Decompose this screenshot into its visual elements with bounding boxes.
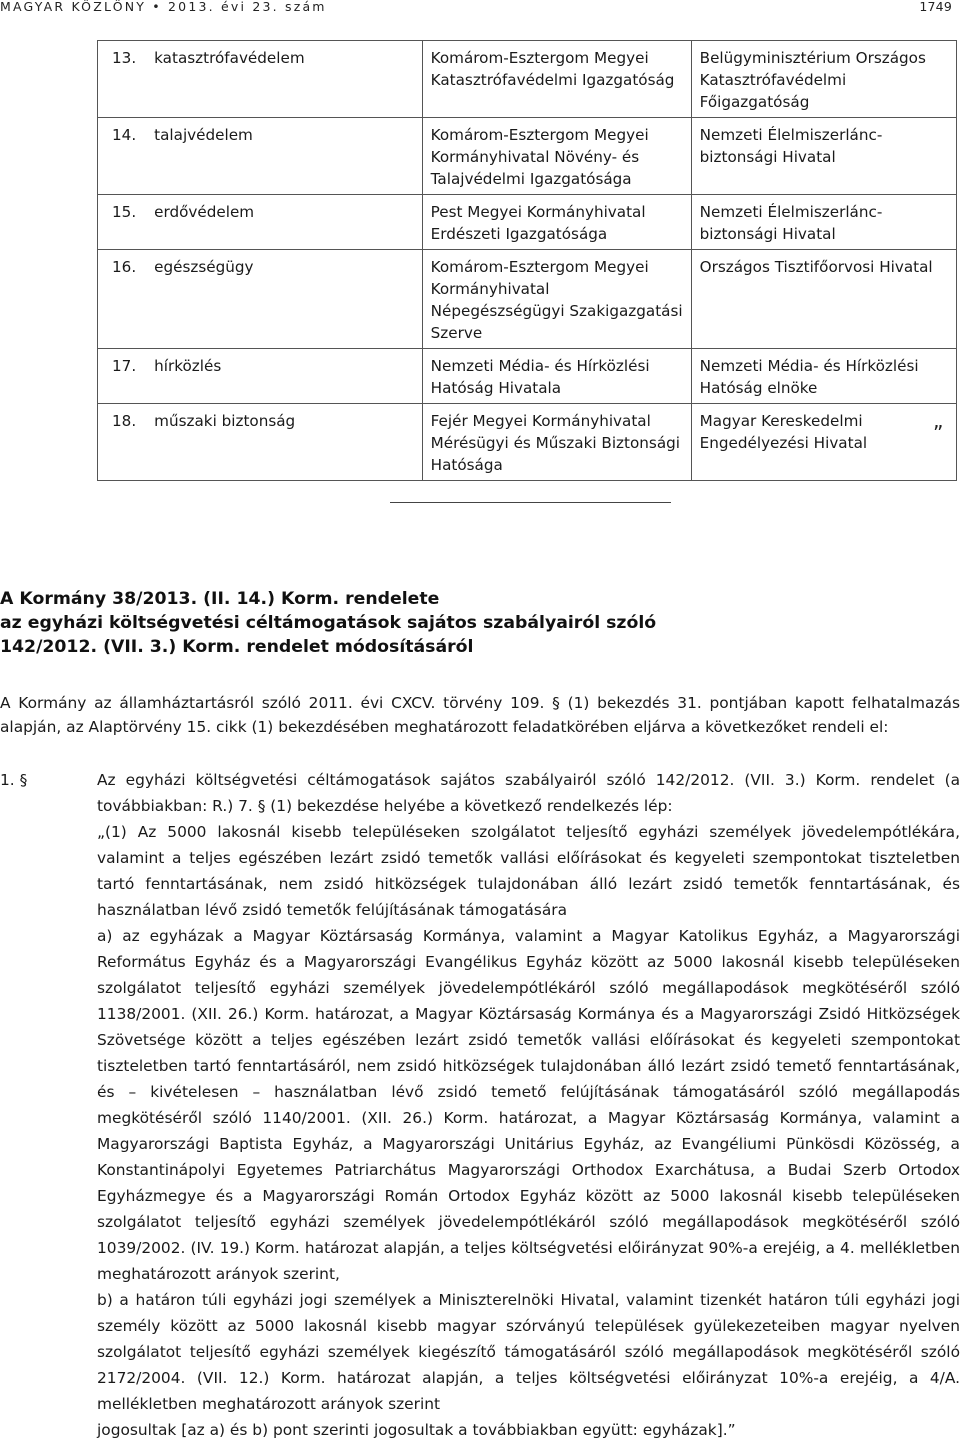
row-number: 18. — [98, 404, 145, 481]
page-header — [0, 0, 960, 14]
row-topic: műszaki biztonság — [144, 404, 422, 481]
table-row — [98, 250, 957, 349]
row-first-instance-authority: Komárom-Esztergom Megyei Kormányhivatal Népegészségügyi Szakigazgatási Szerve — [422, 250, 691, 349]
row-second-instance-authority: Országos Tisztifőorvosi Hivatal — [691, 250, 956, 349]
row-second-instance-authority: Nemzeti Élelmiszerlánc-biztonsági Hivatal — [691, 195, 956, 250]
row-number: 14. — [98, 118, 145, 195]
decree-title-line-3: 142/2012. (VII. 3.) Korm. rendelet módosításáról — [0, 637, 474, 657]
section-1-intro: Az egyházi költségvetési céltámogatások sajátos szabályairól szóló 142/2012. (VII. 3.) Korm. rendelet (a továbbiakban: R.) 7. § (1) bekezdése helyébe a következő rendelkezés lép: — [97, 771, 960, 815]
row-topic: egészségügy — [144, 250, 422, 349]
paragraph-a: a) az egyházak a Magyar Köztársaság Kormánya, valamint a Magyar Katolikus Egyház, a Magyarországi Református Egyház és a Magyarországi Evangélikus Egyház között az 5000 lakosnál kisebb településeken szolgálatot teljesítő egyházi személyek jövedelempótlékáról szóló megállapodások megkötéséről szóló 1138/2001. (XII. 26.) Korm. határozat, a Magyar Köztársaság Kormánya és a Magyarországi Zsidó Hitközségek Szövetsége között a teljes egészében lezárt zsidó temetők vallási előírásokat és kegyeleti szempontokat tiszteletben tartó fenntartásáról, nem zsidó hitközségek tulajdonában álló lezárt zsidó temető fenntartásának, és – kivételesen – használatban lévő zsidó temető felújításának támogatásáról szóló megállapodás megkötéséről szóló 1140/2001. (XII. 26.) Korm. határozat, a Magyar Köztársaság Kormánya, valamint a Magyarországi Baptista Egyház, a Magyarországi Unitárius Egyház, az Evangéliumi Pünkösdi Közösség, a Konstantinápolyi Egyetemes Patriarchátus Magyarországi Orthodox Exarchátusa, a Budai Szerb Ortodox Egyházmegye és a Magyarországi Román Ortodox Egyház között az 5000 lakosnál kisebb településeken szolgálatot teljesítő egyházi személyek jövedelempótlékáról szóló megállapodások megkötéséről szóló 1039/2002. (IV. 19.) Korm. határozat alapján, a teljes költségvetési előirányzat 90%-a erejéig, a 4. mellékletben meghatározott arányok szerint, — [97, 927, 960, 1283]
row-first-instance-authority: Fejér Megyei Kormányhivatal Mérésügyi és Műszaki Biztonsági Hatósága — [422, 404, 691, 481]
section-1-body — [97, 767, 960, 1443]
journal-title: MAGYAR KÖZLÖNY • 2013. évi 23. szám — [0, 0, 327, 14]
table-row — [98, 349, 957, 404]
row-topic: hírközlés — [144, 349, 422, 404]
row-topic: katasztrófavédelem — [144, 41, 422, 118]
row-first-instance-authority: Komárom-Esztergom Megyei Katasztrófavédelmi Igazgatóság — [422, 41, 691, 118]
row-second-instance-authority: Magyar Kereskedelmi Engedélyezési Hivatal — [691, 404, 956, 481]
authority-table — [97, 40, 957, 481]
table-row — [98, 118, 957, 195]
paragraph-end: jogosultak [az a) és b) pont szerinti jogosultak a továbbiakban együtt: egyházak].” — [97, 1421, 736, 1439]
row-number: 16. — [98, 250, 145, 349]
row-second-instance-authority: Nemzeti Média- és Hírközlési Hatóság elnöke — [691, 349, 956, 404]
row-second-instance-authority: Nemzeti Élelmiszerlánc-biztonsági Hivatal — [691, 118, 956, 195]
decree-title — [0, 587, 960, 659]
table-row — [98, 404, 957, 481]
separator-rule — [390, 502, 671, 503]
decree-title-line-2: az egyházi költségvetési céltámogatások sajátos szabályairól szóló — [0, 613, 657, 633]
table-row — [98, 41, 957, 118]
table-row — [98, 195, 957, 250]
page-number: 1749 — [919, 0, 952, 14]
section-1 — [0, 767, 960, 1443]
row-number: 15. — [98, 195, 145, 250]
row-number: 13. — [98, 41, 145, 118]
row-first-instance-authority: Pest Megyei Kormányhivatal Erdészeti Igazgatósága — [422, 195, 691, 250]
paragraph-1: „(1) Az 5000 lakosnál kisebb településeken szolgálatot teljesítő egyházi személyek jövedelempótlékára, valamint a teljes egészében lezárt zsidó temetők vallási előírásokat és kegyeleti szempontokat tiszteletben tartó fenntartásának, nem zsidó hitközségek tulajdonában álló lezárt zsidó temetők fenntartásának, és használatban lévő zsidó temetők felújításának támogatására — [97, 823, 960, 919]
row-second-instance-authority: Belügyminisztérium Országos Katasztrófavédelmi Főigazgatóság — [691, 41, 956, 118]
closing-quote: ” — [933, 421, 944, 445]
section-1-number: 1. § — [0, 771, 28, 789]
row-first-instance-authority: Komárom-Esztergom Megyei Kormányhivatal Növény- és Talajvédelmi Igazgatósága — [422, 118, 691, 195]
row-topic: erdővédelem — [144, 195, 422, 250]
row-topic: talajvédelem — [144, 118, 422, 195]
decree-title-line-1: A Kormány 38/2013. (II. 14.) Korm. rendelete — [0, 589, 440, 609]
paragraph-b: b) a határon túli egyházi jogi személyek a Miniszterelnöki Hivatal, valamint tizenkét határon túli egyházi jogi személy között az 5000 lakosnál kisebb magyar szórványú települések gyülekezeteiben magyar nyelven szolgálatot teljesítő egyházi személyek kiegészítő támogatásáról szóló megállapodások megkötéséről szóló 2172/2004. (VII. 12.) Korm. határozat alapján, a teljes költségvetési előirányzat 10%-a erejéig, a 4/A. mellékletben meghatározott arányok szerint — [97, 1291, 960, 1413]
row-number: 17. — [98, 349, 145, 404]
decree-preamble: A Kormány az államháztartásról szóló 2011. évi CXCV. törvény 109. § (1) bekezdés 31. pontjában kapott felhatalmazás alapján, az Alaptörvény 15. cikk (1) bekezdésében meghatározott feladatkörében eljárva a következőket rendeli el: — [0, 694, 960, 736]
row-first-instance-authority: Nemzeti Média- és Hírközlési Hatóság Hivatala — [422, 349, 691, 404]
